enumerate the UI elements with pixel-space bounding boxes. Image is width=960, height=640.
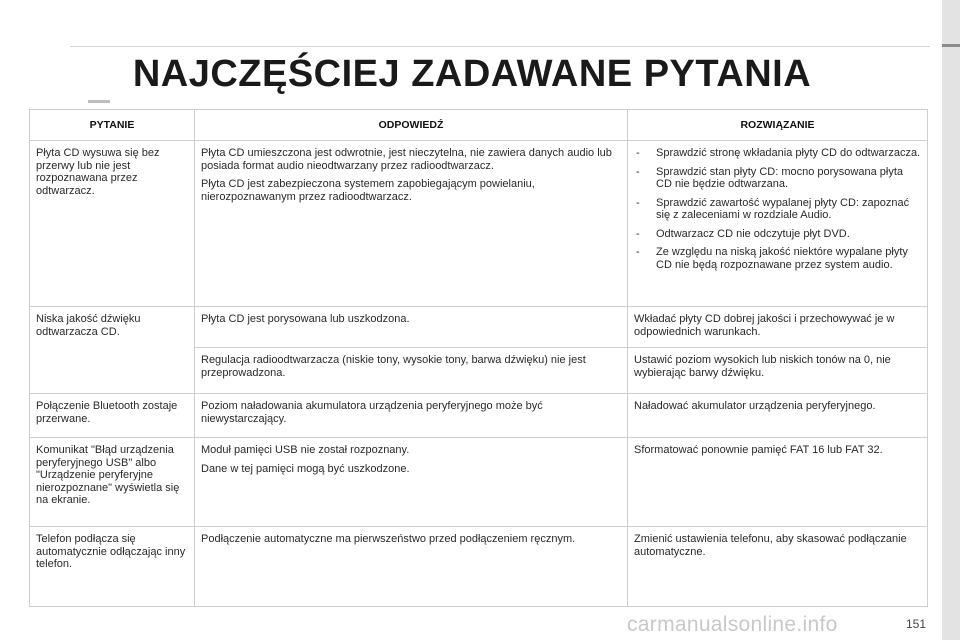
solution-list	[634, 147, 921, 271]
table-header-row	[30, 110, 928, 141]
header-answer: ODPOWIEDŹ	[195, 110, 628, 141]
answer-text: Płyta CD umieszczona jest odwrotnie, jest nieczytelna, nie zawiera danych audio lub posiada format audio nieodtwarzany przez radioodtwarzacz.	[201, 147, 612, 172]
page-title: NAJCZĘŚCIEJ ZADAWANE PYTANIA	[112, 48, 832, 100]
solution-cell: Ustawić poziom wysokich lub niskich tonów na 0, nie wybierając barwy dźwięku.	[628, 348, 928, 394]
answer-cell: Poziom naładowania akumulatora urządzenia peryferyjnego może być niewystarczający.	[195, 394, 628, 438]
header-question: PYTANIE	[30, 110, 195, 141]
table-row	[30, 141, 928, 307]
table-row	[30, 438, 928, 527]
header-rule	[70, 46, 930, 47]
solution-cell	[628, 141, 928, 307]
answer-text: Moduł pamięci USB nie został rozpoznany.	[201, 444, 410, 456]
question-cell: Połączenie Bluetooth zostaje przerwane.	[30, 394, 195, 438]
question-cell: Telefon podłącza się automatycznie odłączając inny telefon.	[30, 527, 195, 607]
answer-text: Dane w tej pamięci mogą być uszkodzone.	[201, 462, 410, 475]
page-edge-marker	[942, 44, 960, 47]
watermark: carmanualsonline.info	[627, 613, 838, 636]
solution-cell: Naładować akumulator urządzenia peryferyjnego.	[628, 394, 928, 438]
question-cell: Komunikat "Błąd urządzenia peryferyjnego USB" albo "Urządzenie peryferyjne nierozpoznane" wyświetla się na ekranie.	[30, 438, 195, 527]
answer-cell	[195, 438, 628, 527]
solution-item: - Sprawdzić stronę wkładania płyty CD do odtwarzacza.	[634, 147, 921, 160]
solution-item: - Sprawdzić zawartość wypalanej płyty CD: zapoznać się z zaleceniami w rozdziale Audio.	[634, 197, 921, 222]
question-cell: Płyta CD wysuwa się bez przerwy lub nie jest rozpoznawana przez odtwarzacz.	[30, 141, 195, 307]
solution-item: - Odtwarzacz CD nie odczytuje płyt DVD.	[634, 228, 921, 241]
header-solution: ROZWIĄZANIE	[628, 110, 928, 141]
solution-item: - Ze względu na niską jakość niektóre wypalane płyty CD nie będą rozpoznawane przez system audio.	[634, 246, 921, 271]
table-row	[30, 394, 928, 438]
answer-text: Płyta CD jest zabezpieczona systemem zapobiegającym powielaniu, nierozpoznawanym przez radioodtwarzacz.	[201, 178, 535, 203]
table-row	[30, 307, 928, 348]
answer-cell	[195, 141, 628, 307]
solution-cell: Sformatować ponownie pamięć FAT 16 lub FAT 32.	[628, 438, 928, 527]
title-accent	[88, 100, 110, 103]
page-edge-tab	[942, 0, 960, 640]
table-row	[30, 527, 928, 607]
solution-cell: Wkładać płyty CD dobrej jakości i przechowywać je w odpowiednich warunkach.	[628, 307, 928, 348]
faq-table	[29, 109, 928, 607]
question-cell: Niska jakość dźwięku odtwarzacza CD.	[30, 307, 195, 394]
answer-cell: Podłączenie automatyczne ma pierwszeństwo przed podłączeniem ręcznym.	[195, 527, 628, 607]
solution-item: - Sprawdzić stan płyty CD: mocno porysowana płyta CD nie będzie odtwarzana.	[634, 166, 921, 191]
page-number: 151	[906, 617, 927, 631]
answer-cell: Regulacja radioodtwarzacza (niskie tony, wysokie tony, barwa dźwięku) nie jest przeprowadzona.	[195, 348, 628, 394]
solution-cell: Zmienić ustawienia telefonu, aby skasować podłączanie automatyczne.	[628, 527, 928, 607]
answer-cell: Płyta CD jest porysowana lub uszkodzona.	[195, 307, 628, 348]
